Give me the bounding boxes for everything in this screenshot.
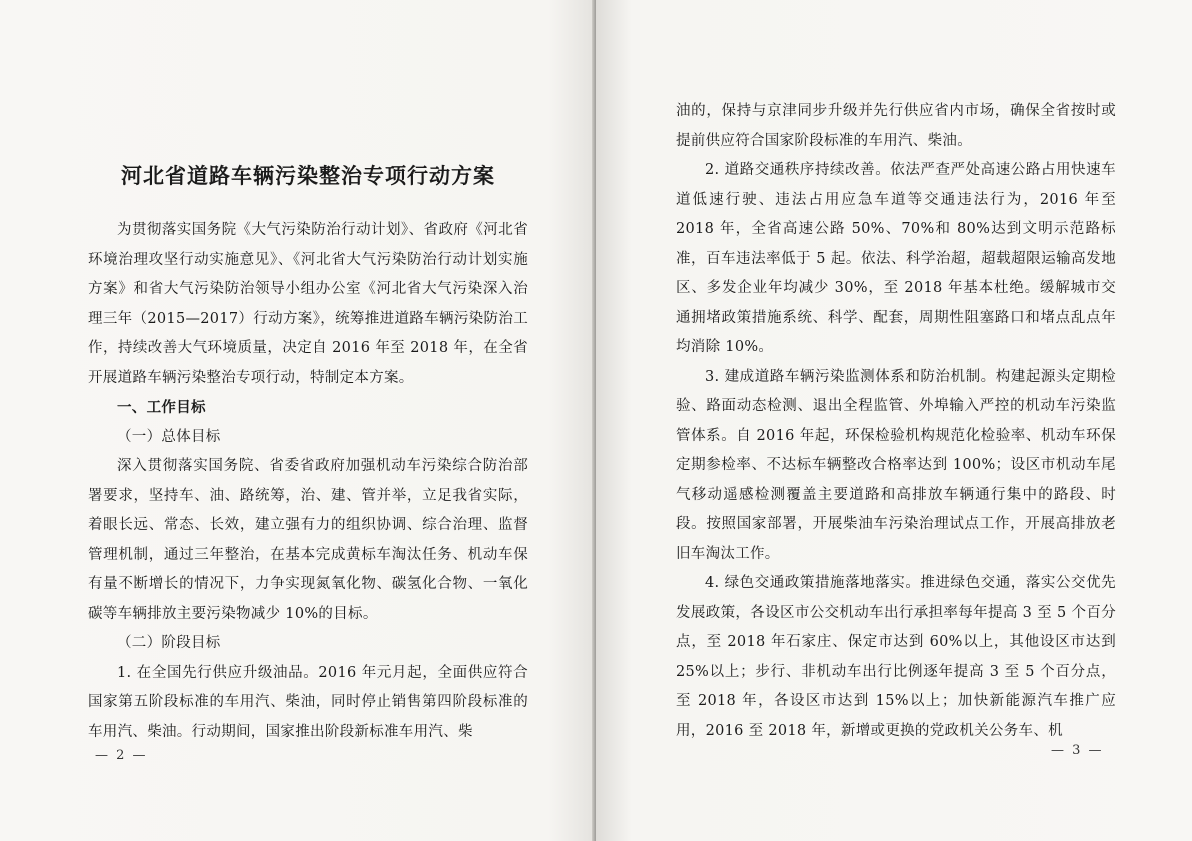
subsection1-heading: （一）总体目标: [117, 428, 221, 445]
left-page-body: [88, 160, 528, 747]
intro-paragraph: 为贯彻落实国务院《大气污染防治行动计划》、省政府《河北省环境治理攻坚行动实施意见》、《河北省大气污染防治行动计划实施方案》和省大气污染防治领导小组办公室《河北省大气污染深入治理三年（2015—2017）行动方案》，统筹推进道路车辆污染防治工作，持续改善大气环境质量，决定自 2016 年至 2018 年，在全省开展道路车辆污染整治专项行动，特制定本方案。: [88, 222, 528, 386]
page-number-left: — 2 —: [95, 748, 148, 763]
section1-heading: 一、工作目标: [117, 399, 206, 416]
right-page: [596, 0, 1192, 841]
item2-paragraph: 2. 道路交通秩序持续改善。依法严查严处高速公路占用快速车道低速行驶、违法占用应急车道等交通违法行为，2016 年至 2018 年，全省高速公路 50%、70%和 80%达到文明示范路标准，百车违法率低于 5 起。依法、科学治超，超载超限运输高发地区、多发企业年均减少 30%，至 2018 年基本杜绝。缓解城市交通拥堵政策措施系统、科学、配套，周期性阻塞路口和堵点乱点年均消除 10%。: [676, 162, 1116, 355]
item4-paragraph: 4. 绿色交通政策措施落地落实。推进绿色交通，落实公交优先发展政策，各设区市公交机动车出行承担率每年提高 3 至 5 个百分点，至 2018 年石家庄、保定市达到 60%以上，其他设区市达到 25%以上；步行、非机动车出行比例逐年提高 3 至 5 个百分点，至 2018 年，各设区市达到 15%以上；加快新能源汽车推广应用，2016 至 2018 年，新增或更换的党政机关公务车、机: [676, 575, 1116, 739]
right-page-body: [676, 97, 1116, 746]
item1-continuation: 油的，保持与京津同步升级并先行供应省内市场，确保全省按时或提前供应符合国家阶段标准的车用汽、柴油。: [676, 103, 1116, 149]
document-title: 河北省道路车辆污染整治专项行动方案: [121, 163, 495, 188]
overall-goal-paragraph: 深入贯彻落实国务院、省委省政府加强机动车污染综合防治部署要求，坚持车、油、路统筹，治、建、管并举，立足我省实际，着眼长远、常态、长效，建立强有力的组织协调、综合治理、监督管理机制，通过三年整治，在基本完成黄标车淘汰任务、机动车保有量不断增长的情况下，力争实现氮氧化物、碳氢化合物、一氧化碳等车辆排放主要污染物减少 10%的目标。: [88, 458, 528, 622]
page-number-right: — 3 —: [1051, 743, 1104, 758]
item1-paragraph: 1. 在全国先行供应升级油品。2016 年元月起，全面供应符合国家第五阶段标准的车用汽、柴油，同时停止销售第四阶段标准的车用汽、柴油。行动期间，国家推出阶段新标准车用汽、柴: [88, 664, 528, 740]
item3-paragraph: 3. 建成道路车辆污染监测体系和防治机制。构建起源头定期检验、路面动态检测、退出全程监管、外埠输入严控的机动车污染监管体系。自 2016 年起，环保检验机构规范化检验率、机动车环保定期参检率、不达标车辆整改合格率达到 100%；设区市机动车尾气移动遥感检测覆盖主要道路和高排放车辆通行集中的路段、时段。按照国家部署，开展柴油车污染治理试点工作，开展高排放老旧车淘汰工作。: [676, 368, 1116, 562]
subsection2-heading: （二）阶段目标: [117, 635, 221, 651]
